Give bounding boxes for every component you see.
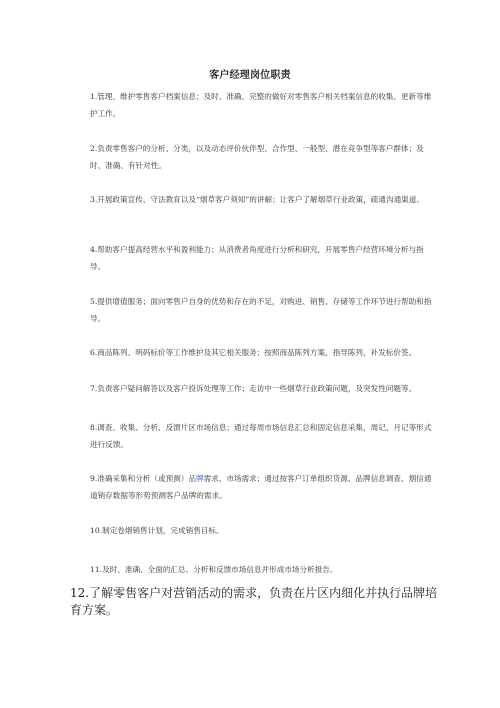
document-title: 客户经理岗位职责 [209,70,291,81]
duty-item-8: 8.调查、收集、分析、反馈片区市场信息；通过每周市场信息汇总和固定信息采集，周记、月记等形式进行反馈。 [90,423,432,449]
duty-item-11: 11.及时、准确、全面的汇总、分析和反馈市场信息并形成市场分析报告。 [90,565,338,574]
duty-item-5: 5.提供增值服务；面向零售户自身的优势和存在的不足，对购进、销售、存储等工作环节进行帮助和指导。 [90,297,432,323]
duty-item-3: 3.开展政策宣传、守法教育以及“烟草客户须知”的讲解；让客户了解烟草行业政策，疏通沟通渠道。 [90,195,424,204]
duty-item-7: 7.负责客户疑问解答以及客户投诉处理等工作；走访中一些烟草行业政策问题，及突发性问题等。 [90,384,417,393]
duty-item-12: 12.了解零售客户对营销活动的需求，负责在片区内细化并执行品牌培育方案。 [70,586,438,617]
duty-item-1: 1.管理、维护零售客户档案信息；及时、准确、完整的做好对零售客户相关档案信息的收集、更新等维护工作。 [90,92,432,118]
duty-item-9-text-end: 需求、市场需求；通过按客户订单组织货源、品牌信息调查、烟信通道销存数据等形势预测客户品牌的需求。 [90,474,432,500]
duty-item-9-text-start: 9.准确采集和分析（或预测） [90,474,189,483]
duty-item-9 [90,470,438,504]
duty-item-10: 10.制定卷烟销售计划，完成销售目标。 [90,526,224,535]
duty-item-4: 4.帮助客户提高经营水平和盈利能力；从消费者角度进行分析和研究，开展零售户经营环境分析与指导。 [90,245,424,271]
duty-item-6: 6.商品陈列、明码标价等工作维护及其它相关服务；按照商品陈列方案，指导陈列，补发标价签。 [90,348,417,357]
duty-item-2: 2.负责零售客户的分析、分类，以及动态评价伙伴型、合作型、一般型、潜在竞争型等客户群体；及时、准确、有针对性。 [90,144,424,170]
brand-highlight-text: 品牌 [188,474,204,483]
